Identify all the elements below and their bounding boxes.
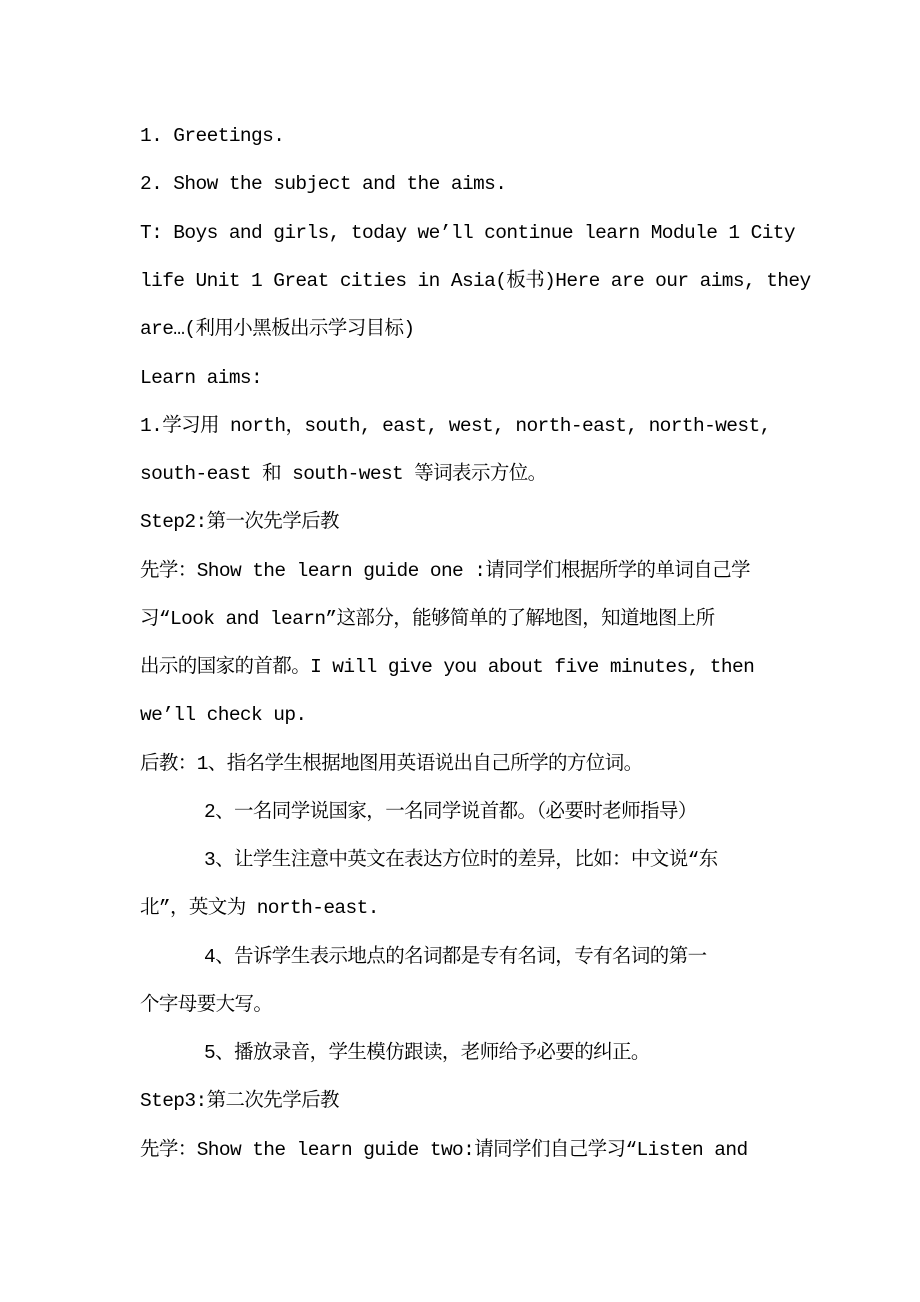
- line-preview-1d: we’ll check up.: [140, 704, 307, 726]
- line-teacher-intro-2: life Unit 1 Great cities in Asia(板书)Here are our aims, they: [140, 270, 811, 292]
- line-teacher-intro-1: T: Boys and girls, today we’ll continue learn Module 1 City: [140, 222, 796, 244]
- line-teach-4b: 个字母要大写。: [140, 994, 273, 1016]
- line-preview-2: 先学：Show the learn guide two:请同学们自己学习“Listen and: [140, 1139, 748, 1161]
- line-teach-2: 2、一名同学说国家，一名同学说首都。（必要时老师指导）: [204, 801, 697, 823]
- line-greetings: 1. Greetings.: [140, 125, 285, 147]
- line-teach-3b: 北”，英文为 north-east.: [140, 897, 379, 919]
- line-preview-1c: 出示的国家的首都。I will give you about five minutes, then: [140, 656, 755, 678]
- line-teach-5: 5、播放录音，学生模仿跟读，老师给予必要的纠正。: [204, 1042, 650, 1064]
- line-teach-1: 后教：1、指名学生根据地图用英语说出自己所学的方位词。: [140, 753, 643, 775]
- line-teacher-intro-3: are…(利用小黑板出示学习目标): [140, 318, 415, 340]
- line-teach-3a: 3、让学生注意中英文在表达方位时的差异，比如：中文说“东: [204, 849, 718, 871]
- line-aim-1b: south-east 和 south-west 等词表示方位。: [140, 463, 547, 485]
- line-teach-4a: 4、告诉学生表示地点的名词都是专有名词，专有名词的第一: [204, 946, 707, 968]
- line-aim-1a: 1.学习用 north，south, east, west, north-east, north-west,: [140, 415, 771, 437]
- line-preview-1a: 先学：Show the learn guide one :请同学们根据所学的单词自己学: [140, 560, 750, 582]
- heading-step2: Step2:第一次先学后教: [140, 511, 339, 533]
- line-preview-1b: 习“Look and learn”这部分，能够简单的了解地图，知道地图上所: [140, 608, 715, 630]
- heading-step3: Step3:第二次先学后教: [140, 1090, 339, 1112]
- line-show-subject: 2. Show the subject and the aims.: [140, 173, 507, 195]
- heading-learn-aims: Learn aims:: [140, 367, 263, 389]
